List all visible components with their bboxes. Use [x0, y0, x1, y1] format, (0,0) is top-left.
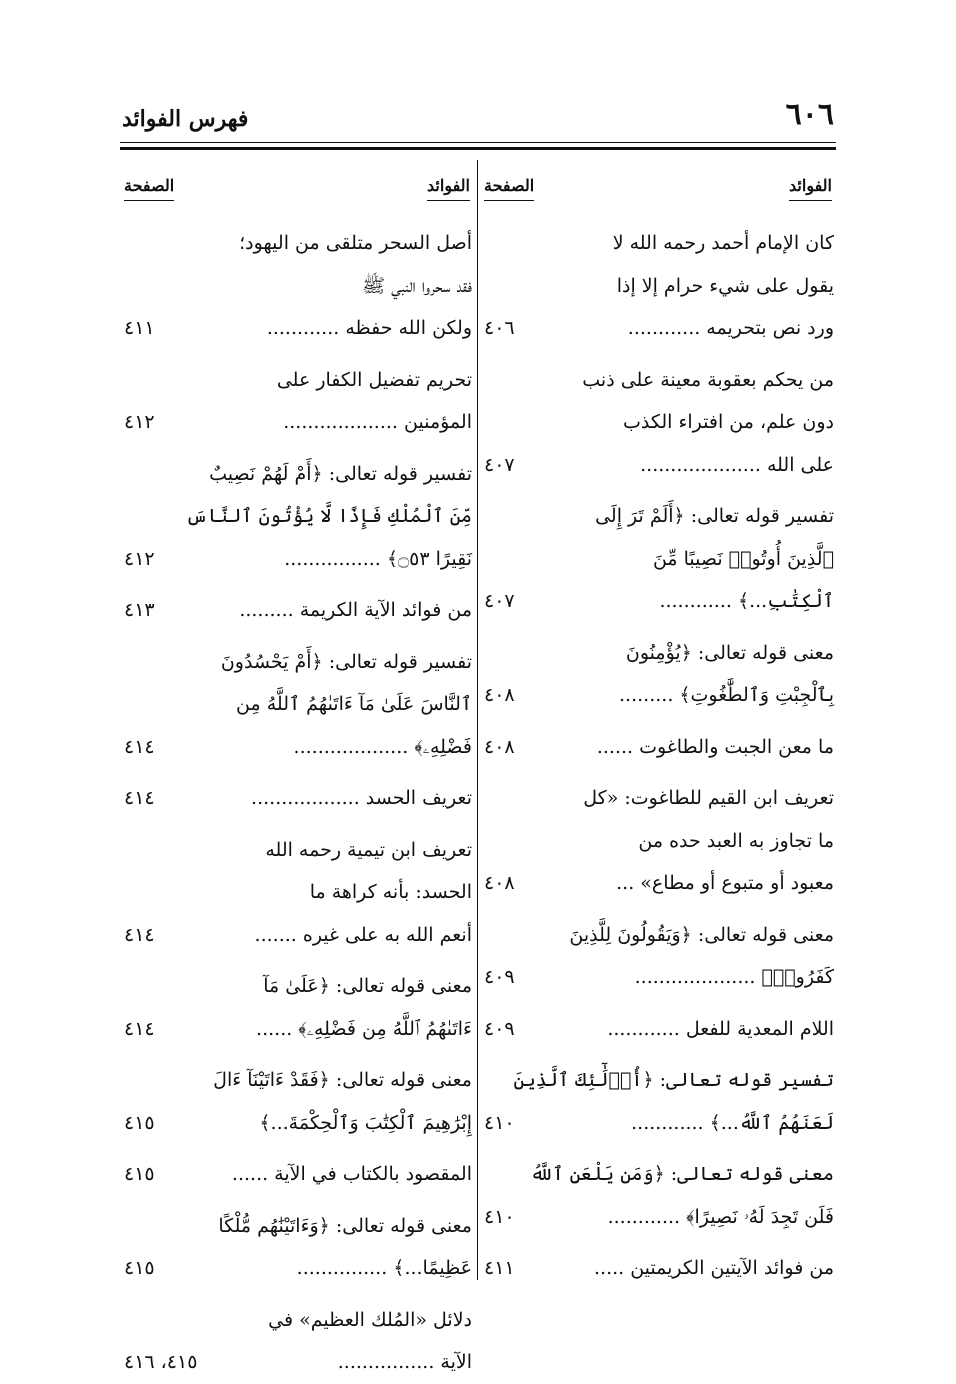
entry-page-number: ٤١٥، ٤١٦	[124, 1351, 198, 1373]
entry-line	[122, 1205, 472, 1248]
entry-line	[482, 401, 834, 444]
entry-text: نَقِيرًا ۝٥٣﴾ ................	[284, 547, 472, 570]
entry-text: المقصود بالكتاب في الآية ......	[231, 1163, 472, 1185]
entry-page-number: ٤١٤	[124, 735, 155, 758]
entry-text: تحريم تفضيل الكفار على	[276, 368, 472, 391]
entry-line	[482, 495, 834, 538]
entry-text: ورد نص بتحريمه ............	[627, 317, 834, 339]
entry-text: أنعم الله به على غيره .......	[254, 923, 472, 946]
index-entry	[482, 914, 834, 999]
header-rule-thick	[120, 147, 836, 150]
entry-page-number: ٤٠٩	[484, 966, 515, 988]
entry-line	[122, 1299, 472, 1342]
entry-line	[482, 1196, 834, 1239]
index-entry	[122, 965, 472, 1050]
entry-page-number: ٤٠٨	[484, 684, 515, 706]
entry-text: من فوائد الآيتين الكريمتين .....	[593, 1257, 834, 1279]
entry-text: اللام المعدية للفعل ............	[607, 1017, 834, 1040]
page-number: ٦٠٦	[785, 97, 834, 132]
entry-line	[122, 726, 472, 769]
entry-text: مِّنَ ٱلْمُلْكِ فَإِذًا لَّا يُؤْتُونَ ٱلنَّاسَ	[185, 505, 472, 527]
entry-line	[122, 871, 472, 914]
column-header-page: الصفحة	[484, 176, 534, 201]
entry-page-number: ٤١٠	[484, 1111, 515, 1134]
column-header-page: الصفحة	[124, 176, 174, 201]
entry-line	[122, 965, 472, 1008]
entry-page-number: ٤٠٩	[484, 1017, 515, 1040]
entry-text: على الله ....................	[640, 453, 834, 476]
entry-line	[482, 862, 834, 905]
entry-text: تعريف ابن تيمية رحمه الله	[265, 838, 472, 861]
index-entry	[122, 829, 472, 957]
index-entry	[482, 1008, 834, 1051]
column-header	[122, 172, 472, 208]
entry-line	[122, 589, 472, 632]
index-entry	[122, 777, 472, 820]
index-entry	[122, 359, 472, 444]
entry-text: كان الإمام أحمد رحمه الله لا	[612, 232, 834, 254]
entry-line	[482, 820, 834, 863]
index-entry	[482, 495, 834, 623]
entry-text: ٱلنَّاسَ عَلَىٰ مَآ ءَاتَىٰهُمُ ٱللَّهُ مِن	[236, 693, 472, 715]
entry-line	[122, 829, 472, 872]
index-column-left	[122, 172, 472, 1384]
index-entry	[482, 222, 834, 350]
entry-page-number: ٤١٤	[124, 1017, 155, 1040]
entry-line	[122, 222, 472, 265]
entry-text: بِٱلْجِبْتِ وَٱلطَّٰغُوتِ﴾ .........	[619, 684, 834, 706]
entry-text: ءَاتَىٰهُمُ ٱللَّهُ مِن فَضْلِهِۦ﴾ ......	[256, 1017, 472, 1040]
column-divider	[477, 160, 478, 1280]
entry-text: دون علم، من افتراء الكذب	[622, 411, 834, 433]
entry-text: يقول على شيء حرام إلا إذا	[616, 274, 834, 297]
entry-line	[122, 777, 472, 820]
index-entry	[482, 726, 834, 769]
entry-text: من فوائد الآية الكريمة .........	[239, 599, 472, 621]
entry-text: معنى قوله تعالى: ﴿وَءَاتَيْنَٰهُم مُّلْكًا	[218, 1214, 472, 1237]
entry-text: المؤمنين ...................	[283, 411, 472, 433]
entry-page-number: ٤١٠	[484, 1205, 515, 1228]
entry-line	[482, 1008, 834, 1051]
entry-text: تعريف ابن القيم للطاغوت: «كل	[583, 787, 834, 809]
entry-line	[482, 222, 834, 265]
entry-text: فقد سحروا النبي ﷺ	[362, 274, 472, 297]
entry-text: تعريف الحسد ..................	[251, 787, 472, 809]
entry-line	[482, 265, 834, 308]
entry-text: معنى قوله تعالى: ﴿وَمَن يَلْعَنِ ٱللَّهُ	[530, 1163, 834, 1185]
entry-page-number: ٤٠٨	[484, 735, 515, 758]
column-header	[482, 172, 834, 208]
entry-text: معبود أو متبوع أو مطاع» ...	[616, 872, 834, 894]
running-title: فهرس الفوائد	[122, 106, 249, 132]
entry-page-number: ٤١٢	[124, 547, 155, 570]
entry-line	[122, 307, 472, 350]
index-entry	[122, 1299, 472, 1384]
entry-page-number: ٤٠٧	[484, 453, 515, 476]
entry-line	[122, 265, 472, 308]
entry-text: تفسير قوله تعالى: ﴿أُو۟لَٰٓئِكَ ٱلَّذِينَ	[513, 1069, 834, 1091]
entry-page-number: ٤١١	[124, 317, 155, 339]
entry-line	[122, 1153, 472, 1196]
entry-line	[122, 1247, 472, 1290]
entry-text: فَلَن تَجِدَ لَهُۥ نَصِيرًا﴾ ............	[607, 1205, 834, 1228]
entry-text: معنى قوله تعالى: ﴿يُؤْمِنُونَ	[625, 641, 834, 664]
index-entry	[122, 1153, 472, 1196]
entry-line	[122, 1102, 472, 1145]
entry-text: تفسير قوله تعالى: ﴿أَمْ يَحْسُدُونَ	[220, 650, 472, 673]
entry-text: أصل السحر متلقى من اليهود؛	[239, 232, 472, 254]
entry-line	[482, 307, 834, 350]
entry-line	[482, 914, 834, 957]
entry-page-number: ٤١٥	[124, 1163, 155, 1185]
entry-page-number: ٤٠٨	[484, 872, 515, 894]
index-entry	[122, 1205, 472, 1290]
entry-line	[122, 359, 472, 402]
entry-line	[122, 538, 472, 581]
entry-text: الحسد: بأنه كراهة ما	[309, 881, 472, 903]
entry-text: معنى قوله تعالى: ﴿وَيَقُولُونَ لِلَّذِينَ	[569, 923, 834, 946]
entry-line	[482, 1153, 834, 1196]
entry-line	[482, 1102, 834, 1145]
entry-text: ٱلْكِتَٰبِ...﴾ ............	[659, 590, 834, 612]
index-entry	[482, 632, 834, 717]
entry-line	[482, 674, 834, 717]
index-entry	[122, 453, 472, 581]
entry-line	[122, 495, 472, 538]
entry-text: معنى قوله تعالى: ﴿عَلَىٰ مَآ	[263, 975, 472, 997]
entry-text: ٱلَّذِينَ أُوتُوا۟ نَصِيبًا مِّنَ	[652, 547, 834, 570]
entry-line	[122, 914, 472, 957]
column-header-benefits: الفوائد	[427, 176, 470, 201]
entry-text: دلائل «المُلك العظيم» في	[268, 1308, 472, 1331]
index-entry	[482, 1153, 834, 1238]
entry-line	[482, 538, 834, 581]
index-entry	[482, 1247, 834, 1290]
index-entry	[482, 777, 834, 905]
entry-text: معنى قوله تعالى: ﴿فَقَدْ ءَاتَيْنَآ ءَالَ	[213, 1069, 472, 1091]
entry-line	[482, 1059, 834, 1102]
index-entry	[482, 359, 834, 487]
column-header-benefits: الفوائد	[789, 176, 832, 201]
entry-text: ما معن الجبت والطاغوت ......	[596, 735, 834, 758]
index-entry	[482, 1059, 834, 1144]
entry-text: إِبْرَٰهِيمَ ٱلْكِتَٰبَ وَٱلْحِكْمَةَ...﴾	[259, 1111, 472, 1134]
entry-line	[482, 956, 834, 999]
entry-text: عَظِيمًا...﴾ ...............	[296, 1257, 472, 1279]
entry-line	[482, 726, 834, 769]
entry-text: تفسير قوله تعالى: ﴿أَمْ لَهُمْ نَصِيبٌ	[209, 462, 472, 485]
entry-text: ما تجاوز به العبد حده من	[638, 829, 834, 852]
index-entry	[122, 1059, 472, 1144]
entry-line	[482, 777, 834, 820]
index-entry	[122, 589, 472, 632]
entry-text: لَعَنَهُمُ ٱللَّهُ...﴾ ............	[631, 1111, 834, 1134]
entry-line	[482, 444, 834, 487]
entry-line	[482, 1247, 834, 1290]
entry-line	[122, 453, 472, 496]
entry-page-number: ٤١٢	[124, 411, 155, 433]
index-entry	[122, 222, 472, 350]
index-column-right	[482, 172, 834, 1290]
entry-line	[122, 1341, 472, 1384]
entry-line	[122, 1059, 472, 1102]
entry-line	[482, 632, 834, 675]
entry-text: ولكن الله حفظه ............	[266, 317, 472, 339]
entry-page-number: ٤١٥	[124, 1111, 155, 1134]
entry-line	[122, 641, 472, 684]
entry-page-number: ٤١٤	[124, 923, 155, 946]
entry-page-number: ٤١٤	[124, 787, 155, 809]
entry-page-number: ٤١٣	[124, 599, 155, 621]
header-rule-thin	[120, 142, 836, 143]
entry-line	[122, 1008, 472, 1051]
entry-line	[482, 580, 834, 623]
entry-line	[122, 401, 472, 444]
entry-text: تفسير قوله تعالى: ﴿أَلَمْ تَرَ إِلَى	[595, 505, 834, 527]
entry-text: كَفَرُوا۟﴾ ....................	[634, 966, 834, 988]
entry-page-number: ٤١١	[484, 1257, 515, 1279]
entry-line	[122, 683, 472, 726]
entry-text: فَضْلِهِۦ﴾ ...................	[293, 735, 472, 758]
entry-page-number: ٤٠٧	[484, 590, 515, 612]
entry-page-number: ٤١٥	[124, 1257, 155, 1279]
entry-line	[482, 359, 834, 402]
entry-text: من يحكم بعقوبة معينة على ذنب	[582, 368, 834, 391]
entry-page-number: ٤٠٦	[484, 317, 515, 339]
entry-text: الآية ................	[337, 1351, 472, 1373]
index-entry	[122, 641, 472, 769]
